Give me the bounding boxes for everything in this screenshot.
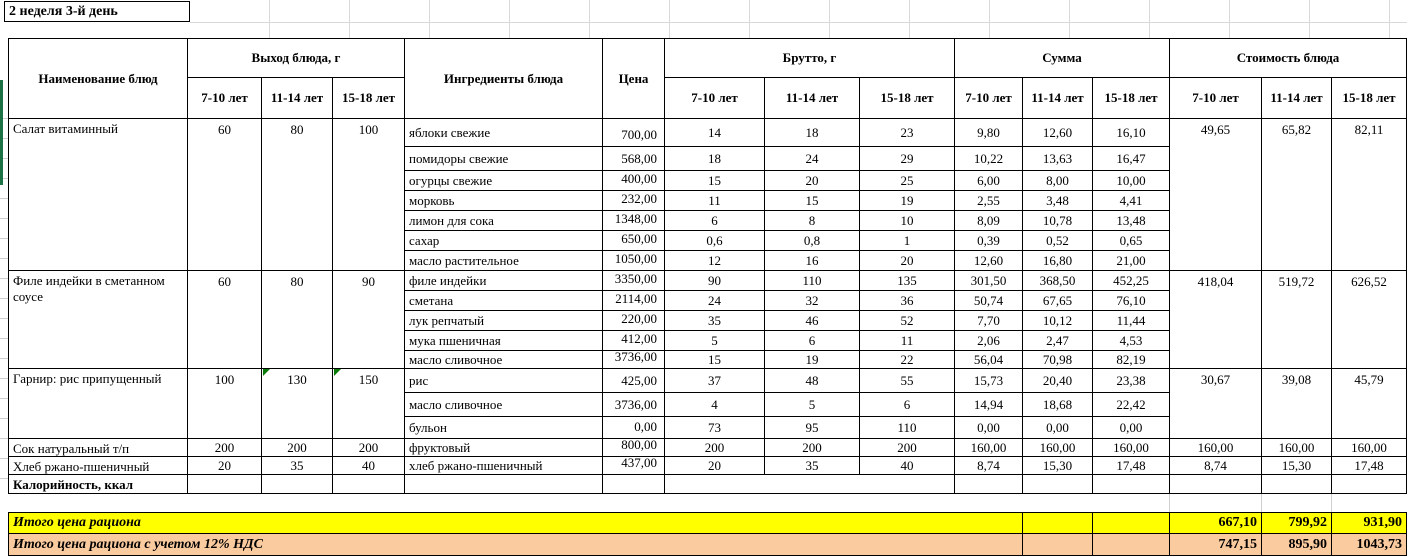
cell-gross[interactable]: 200	[765, 439, 860, 457]
cell-gross[interactable]: 16	[765, 251, 860, 271]
total-value[interactable]: 895,90	[1262, 534, 1332, 556]
cell-dish-cost[interactable]: 160,00	[1332, 439, 1407, 457]
cell-output[interactable]: 35	[262, 457, 333, 475]
cell-gross[interactable]: 15	[765, 191, 860, 211]
cell-dish-name[interactable]: Гарнир: рис припущенный	[8, 369, 188, 439]
cell-gross[interactable]: 52	[860, 311, 955, 331]
cell-empty[interactable]	[955, 475, 1023, 494]
cell-gross[interactable]: 19	[765, 351, 860, 369]
cell-gross[interactable]: 29	[860, 147, 955, 171]
cell-price[interactable]: 412,00	[603, 331, 665, 351]
cell-output-value: 150	[358, 372, 379, 387]
cell-empty[interactable]	[405, 475, 603, 494]
cell-sum[interactable]: 13,48	[1093, 211, 1170, 231]
cell-dish-cost[interactable]: 519,72	[1262, 271, 1332, 369]
cell-ingredient[interactable]: лук репчатый	[405, 311, 603, 331]
total-row-price-vat	[0, 534, 1407, 556]
cell-sum[interactable]: 12,60	[1023, 119, 1093, 147]
cell-sum[interactable]: 8,74	[955, 457, 1023, 475]
total-value[interactable]: 1043,73	[1332, 534, 1407, 556]
cell-gross[interactable]: 20	[665, 457, 765, 475]
cell-dish-cost[interactable]: 160,00	[1262, 439, 1332, 457]
cell-sum[interactable]: 10,12	[1023, 311, 1093, 331]
gridline	[1331, 494, 1332, 512]
cell-gross[interactable]: 0,8	[765, 231, 860, 251]
cell-sum[interactable]: 56,04	[955, 351, 1023, 369]
spacer-row	[0, 494, 1410, 512]
cell-price[interactable]: 650,00	[603, 231, 665, 251]
cell-sum[interactable]: 2,47	[1023, 331, 1093, 351]
cell-dish-cost[interactable]: 49,65	[1170, 119, 1262, 271]
cell-dish-cost[interactable]: 8,74	[1170, 457, 1262, 475]
cell-output-value: 130	[287, 372, 307, 387]
cell-sum[interactable]: 76,10	[1093, 291, 1170, 311]
header-output-age-2[interactable]: 11-14 лет	[262, 78, 333, 119]
cell-gross[interactable]: 19	[860, 191, 955, 211]
cell-dish-cost[interactable]: 30,67	[1170, 369, 1262, 439]
cell-dish-name[interactable]: Хлеб ржано-пшеничный	[8, 457, 188, 475]
cell-ingredient[interactable]: масло растительное	[405, 251, 603, 271]
cell-gross[interactable]: 5	[765, 393, 860, 417]
cell-output[interactable]: 40	[333, 457, 405, 475]
cell-output[interactable]: 80	[262, 119, 333, 271]
header-output-group[interactable]: Выход блюда, г	[188, 38, 405, 78]
cell-ingredient[interactable]: филе индейки	[405, 271, 603, 291]
cell-gross[interactable]: 20	[765, 171, 860, 191]
cell-gross[interactable]: 73	[665, 417, 765, 439]
cell-price[interactable]: 1050,00	[603, 251, 665, 271]
sheet-title[interactable]: 2 неделя 3-й день	[4, 1, 190, 22]
cell-price[interactable]: 1348,00	[603, 211, 665, 231]
cell-output[interactable]: 20	[188, 457, 262, 475]
cell-dish-cost[interactable]: 39,08	[1262, 369, 1332, 439]
cell-dish-name[interactable]: Салат витаминный	[8, 119, 188, 271]
cell-output[interactable]: 100	[188, 369, 262, 439]
cell-empty[interactable]	[1023, 475, 1093, 494]
cell-sum[interactable]: 10,22	[955, 147, 1023, 171]
cell-gross[interactable]: 35	[665, 311, 765, 331]
cell-gross[interactable]: 6	[765, 331, 860, 351]
cell-output[interactable]: 90	[333, 271, 405, 369]
cell-empty[interactable]	[1093, 475, 1170, 494]
total-value[interactable]: 799,92	[1262, 512, 1332, 534]
cell-sum[interactable]: 70,98	[1023, 351, 1093, 369]
cell-gross[interactable]: 6	[665, 211, 765, 231]
cell-gross[interactable]: 135	[860, 271, 955, 291]
header-output-age-1[interactable]: 7-10 лет	[188, 78, 262, 119]
cell-sum[interactable]: 0,39	[955, 231, 1023, 251]
cell-sum[interactable]: 16,47	[1093, 147, 1170, 171]
cell-sum[interactable]: 0,00	[1093, 417, 1170, 439]
cell-ingredient[interactable]: рис	[405, 369, 603, 393]
cell-sum[interactable]: 452,25	[1093, 271, 1170, 291]
cell-gross[interactable]: 10	[860, 211, 955, 231]
cell-sum[interactable]: 15,30	[1023, 457, 1093, 475]
cell-sum[interactable]: 7,70	[955, 311, 1023, 331]
cell-sum[interactable]: 21,00	[1093, 251, 1170, 271]
cell-sum[interactable]: 160,00	[1093, 439, 1170, 457]
cell-gross[interactable]: 40	[860, 457, 955, 475]
cell-gross[interactable]: 46	[765, 311, 860, 331]
cell-dish-cost[interactable]: 82,11	[1332, 119, 1407, 271]
cell-dish-name[interactable]: Филе индейки в сметанном соусе	[8, 271, 188, 369]
cell-gross[interactable]: 12	[665, 251, 765, 271]
cell-gross[interactable]: 32	[765, 291, 860, 311]
cell-gross[interactable]: 200	[860, 439, 955, 457]
header-cost-age-1[interactable]: 7-10 лет	[1170, 78, 1262, 119]
cell-ingredient[interactable]: масло сливочное	[405, 393, 603, 417]
cell-empty[interactable]	[1093, 534, 1170, 556]
cell-empty[interactable]	[1332, 475, 1407, 494]
header-gross-age-1[interactable]: 7-10 лет	[665, 78, 765, 119]
gridline	[1261, 494, 1262, 512]
cell-sum[interactable]: 368,50	[1023, 271, 1093, 291]
header-ingredients[interactable]: Ингредиенты блюда	[405, 38, 603, 119]
cell-ingredient[interactable]: лимон для сока	[405, 211, 603, 231]
total-value[interactable]: 747,15	[1170, 534, 1262, 556]
cell-gross[interactable]: 90	[665, 271, 765, 291]
cell-price[interactable]: 700,00	[603, 119, 665, 147]
cell-price[interactable]: 220,00	[603, 311, 665, 331]
header-sum-age-1[interactable]: 7-10 лет	[955, 78, 1023, 119]
header-sum-age-3[interactable]: 15-18 лет	[1093, 78, 1170, 119]
cell-price[interactable]: 437,00	[603, 457, 665, 475]
top-gridlines	[190, 0, 1407, 38]
cell-gross[interactable]: 0,6	[665, 231, 765, 251]
header-gross-age-3[interactable]: 15-18 лет	[860, 78, 955, 119]
cell-empty[interactable]	[1023, 512, 1093, 534]
cell-sum[interactable]: 82,19	[1093, 351, 1170, 369]
cell-price[interactable]: 3350,00	[603, 271, 665, 291]
cell-output[interactable]: 200	[262, 439, 333, 457]
cell-output[interactable]: 100	[333, 119, 405, 271]
cell-sum[interactable]: 6,00	[955, 171, 1023, 191]
cell-sum[interactable]: 18,68	[1023, 393, 1093, 417]
cell-sum[interactable]: 2,55	[955, 191, 1023, 211]
cell-sum[interactable]: 22,42	[1093, 393, 1170, 417]
cell-sum[interactable]: 0,65	[1093, 231, 1170, 251]
cell-dish-cost[interactable]: 160,00	[1170, 439, 1262, 457]
cell-sum[interactable]: 20,40	[1023, 369, 1093, 393]
header-price[interactable]: Цена	[603, 38, 665, 119]
cell-ingredient[interactable]: огурцы свежие	[405, 171, 603, 191]
top-row-divider	[190, 22, 1407, 23]
cell-ingredient[interactable]: сметана	[405, 291, 603, 311]
cell-ingredient[interactable]: помидоры свежие	[405, 147, 603, 171]
header-sum-group[interactable]: Сумма	[955, 38, 1170, 78]
cell-price[interactable]: 2114,00	[603, 291, 665, 311]
total-value[interactable]: 931,90	[1332, 512, 1407, 534]
cell-sum[interactable]: 11,44	[1093, 311, 1170, 331]
cell-gross[interactable]: 110	[860, 417, 955, 439]
cell-gross[interactable]: 15	[665, 351, 765, 369]
cell-gross[interactable]: 36	[860, 291, 955, 311]
total-label[interactable]: Итого цена рациона	[8, 512, 1023, 534]
cell-ingredient[interactable]: масло сливочное	[405, 351, 603, 369]
cell-price[interactable]: 0,00	[603, 417, 665, 439]
header-cost-age-2[interactable]: 11-14 лет	[1262, 78, 1332, 119]
cell-sum[interactable]: 4,41	[1093, 191, 1170, 211]
cell-gross[interactable]: 95	[765, 417, 860, 439]
cell-gross[interactable]: 23	[860, 119, 955, 147]
cell-gross[interactable]: 25	[860, 171, 955, 191]
cell-sum[interactable]: 2,06	[955, 331, 1023, 351]
cell-output[interactable]	[262, 369, 333, 439]
cell-sum[interactable]: 10,78	[1023, 211, 1093, 231]
total-row-price	[0, 512, 1407, 534]
menu-table	[0, 38, 1407, 494]
cell-calories-label[interactable]: Калорийность, ккал	[8, 475, 188, 494]
cell-gross[interactable]: 11	[665, 191, 765, 211]
cell-price[interactable]: 232,00	[603, 191, 665, 211]
row-header-selection-strip	[0, 80, 3, 185]
cell-sum[interactable]: 23,38	[1093, 369, 1170, 393]
cell-gross[interactable]: 22	[860, 351, 955, 369]
cell-sum[interactable]: 160,00	[1023, 439, 1093, 457]
cell-gross[interactable]: 18	[765, 119, 860, 147]
cell-ingredient[interactable]: хлеб ржано-пшеничный	[405, 457, 603, 475]
cell-sum[interactable]: 15,73	[955, 369, 1023, 393]
cell-dish-cost[interactable]: 17,48	[1332, 457, 1407, 475]
cell-sum[interactable]: 160,00	[955, 439, 1023, 457]
cell-ingredient[interactable]: бульон	[405, 417, 603, 439]
cell-price[interactable]: 400,00	[603, 171, 665, 191]
cell-sum[interactable]: 0,00	[955, 417, 1023, 439]
cell-ingredient[interactable]: сахар	[405, 231, 603, 251]
cell-ingredient[interactable]: морковь	[405, 191, 603, 211]
cell-output[interactable]: 60	[188, 119, 262, 271]
cell-gross[interactable]: 24	[665, 291, 765, 311]
cell-gross[interactable]: 11	[860, 331, 955, 351]
cell-gross[interactable]: 14	[665, 119, 765, 147]
cell-gross[interactable]: 1	[860, 231, 955, 251]
header-gross-age-2[interactable]: 11-14 лет	[765, 78, 860, 119]
cell-dish-cost[interactable]: 65,82	[1262, 119, 1332, 271]
header-cost-age-3[interactable]: 15-18 лет	[1332, 78, 1407, 119]
total-label[interactable]: Итого цена рациона с учетом 12% НДС	[8, 534, 1023, 556]
cell-sum[interactable]: 13,63	[1023, 147, 1093, 171]
cell-sum[interactable]: 8,09	[955, 211, 1023, 231]
cell-dish-name[interactable]: Сок натуральный т/п	[8, 439, 188, 457]
cell-empty[interactable]	[665, 475, 955, 494]
cell-sum[interactable]: 67,65	[1023, 291, 1093, 311]
cell-sum[interactable]: 12,60	[955, 251, 1023, 271]
cell-sum[interactable]: 9,80	[955, 119, 1023, 147]
header-cost-group[interactable]: Стоимость блюда	[1170, 38, 1407, 78]
cell-dish-cost[interactable]: 418,04	[1170, 271, 1262, 369]
cell-sum[interactable]: 16,10	[1093, 119, 1170, 147]
cell-dish-cost[interactable]: 45,79	[1332, 369, 1407, 439]
header-gross-group[interactable]: Брутто, г	[665, 38, 955, 78]
cell-empty[interactable]	[603, 475, 665, 494]
row-header-sliver	[0, 534, 8, 556]
cell-sum[interactable]: 301,50	[955, 271, 1023, 291]
cell-gross[interactable]: 5	[665, 331, 765, 351]
cell-dish-cost[interactable]: 15,30	[1262, 457, 1332, 475]
cell-empty[interactable]	[1262, 475, 1332, 494]
cell-output[interactable]: 80	[262, 271, 333, 369]
cell-gross[interactable]: 24	[765, 147, 860, 171]
gridline	[1169, 494, 1170, 512]
cell-output[interactable]: 200	[188, 439, 262, 457]
cell-empty[interactable]	[262, 475, 333, 494]
cell-empty[interactable]	[1093, 512, 1170, 534]
cell-gross[interactable]: 35	[765, 457, 860, 475]
cell-gross[interactable]: 6	[860, 393, 955, 417]
cell-gross[interactable]: 110	[765, 271, 860, 291]
header-sum-age-2[interactable]: 11-14 лет	[1023, 78, 1093, 119]
cell-sum[interactable]: 16,80	[1023, 251, 1093, 271]
cell-gross[interactable]: 37	[665, 369, 765, 393]
cell-price[interactable]: 425,00	[603, 369, 665, 393]
header-output-age-3[interactable]: 15-18 лет	[333, 78, 405, 119]
cell-price[interactable]: 568,00	[603, 147, 665, 171]
cell-output[interactable]	[333, 369, 405, 439]
cell-gross[interactable]: 55	[860, 369, 955, 393]
cell-sum[interactable]: 0,00	[1023, 417, 1093, 439]
cell-ingredient[interactable]: фруктовый	[405, 439, 603, 457]
error-indicator-icon	[334, 369, 341, 376]
error-indicator-icon	[263, 369, 270, 376]
cell-sum[interactable]: 3,48	[1023, 191, 1093, 211]
cell-price[interactable]: 800,00	[603, 439, 665, 457]
cell-empty[interactable]	[188, 475, 262, 494]
cell-price[interactable]: 3736,00	[603, 393, 665, 417]
cell-sum[interactable]: 4,53	[1093, 331, 1170, 351]
cell-sum[interactable]: 8,00	[1023, 171, 1093, 191]
cell-empty[interactable]	[1023, 534, 1093, 556]
cell-output[interactable]: 60	[188, 271, 262, 369]
cell-gross[interactable]: 18	[665, 147, 765, 171]
cell-dish-cost[interactable]: 626,52	[1332, 271, 1407, 369]
total-value[interactable]: 667,10	[1170, 512, 1262, 534]
cell-gross[interactable]: 20	[860, 251, 955, 271]
cell-output[interactable]: 200	[333, 439, 405, 457]
header-dish-name[interactable]: Наименование блюд	[8, 38, 188, 119]
row-header-sliver	[0, 512, 8, 534]
cell-sum[interactable]: 14,94	[955, 393, 1023, 417]
cell-ingredient[interactable]: яблоки свежие	[405, 119, 603, 147]
cell-gross[interactable]: 8	[765, 211, 860, 231]
cell-gross[interactable]: 15	[665, 171, 765, 191]
cell-sum[interactable]: 17,48	[1093, 457, 1170, 475]
cell-gross[interactable]: 200	[665, 439, 765, 457]
cell-empty[interactable]	[333, 475, 405, 494]
cell-sum[interactable]: 10,00	[1093, 171, 1170, 191]
cell-ingredient[interactable]: мука пшеничная	[405, 331, 603, 351]
cell-price[interactable]: 3736,00	[603, 351, 665, 369]
cell-empty[interactable]	[1170, 475, 1262, 494]
cell-gross[interactable]: 48	[765, 369, 860, 393]
cell-sum[interactable]: 50,74	[955, 291, 1023, 311]
cell-gross[interactable]: 4	[665, 393, 765, 417]
cell-sum[interactable]: 0,52	[1023, 231, 1093, 251]
